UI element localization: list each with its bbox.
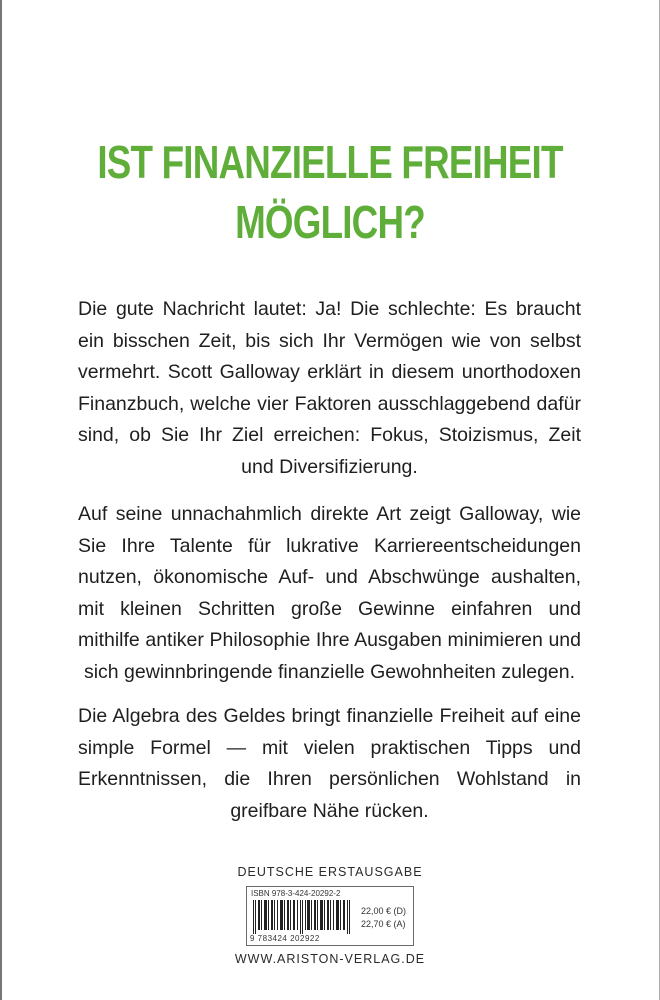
- headline-line-1: IST FINANZIELLE FREIHEIT: [97, 136, 563, 188]
- isbn-number: ISBN 978-3-424-20292-2: [251, 889, 341, 898]
- barcode-box: [246, 886, 414, 946]
- barcode-icon: [253, 900, 351, 934]
- edition-label: DEUTSCHE ERSTAUSGABE: [237, 865, 423, 879]
- publisher-website: WWW.ARISTON-VERLAG.DE: [234, 952, 426, 966]
- barcode-digits: 9 783424 202922: [250, 934, 320, 943]
- price-germany: 22,00 € (D): [361, 906, 407, 916]
- blurb-paragraph-1: Die gute Nachricht lautet: Ja! Die schlechte: Es braucht ein bisschen Zeit, bis sich Ihr Vermögen wie von selbst vermehrt. Scott Galloway erklärt in diesem unorthodoxen Finanzbuch, welche vier Faktoren ausschlaggebend dafür sind, ob Sie Ihr Ziel erreichen: Fokus, Stoizismus, Zeit und Diversifizierung.: [78, 298, 581, 478]
- cover-left-edge: [0, 0, 2, 1000]
- headline-line-2: MÖGLICH?: [235, 196, 425, 248]
- blurb-paragraph-2: Auf seine unnachahmlich direkte Art zeigt Galloway, wie Sie Ihre Talente für lukrative Karriereentscheidungen nutzen, ökonomische Auf- und Abschwünge aushalten, mit kleinen Schritten große Gewinne einfahren und mithilfe antiker Philosophie Ihre Ausgaben minimieren und sich gewinnbringende finanzielle Gewohnheiten zulegen.: [78, 503, 581, 683]
- blurb-paragraph-3: Die Algebra des Geldes bringt finanzielle Freiheit auf eine simple Formel — mit vielen praktischen Tipps und Erkenntnissen, die Ihren persönlichen Wohlstand in greifbare Nähe rücken.: [78, 705, 581, 822]
- headline: [66, 132, 594, 252]
- price-austria: 22,70 € (A): [361, 919, 406, 929]
